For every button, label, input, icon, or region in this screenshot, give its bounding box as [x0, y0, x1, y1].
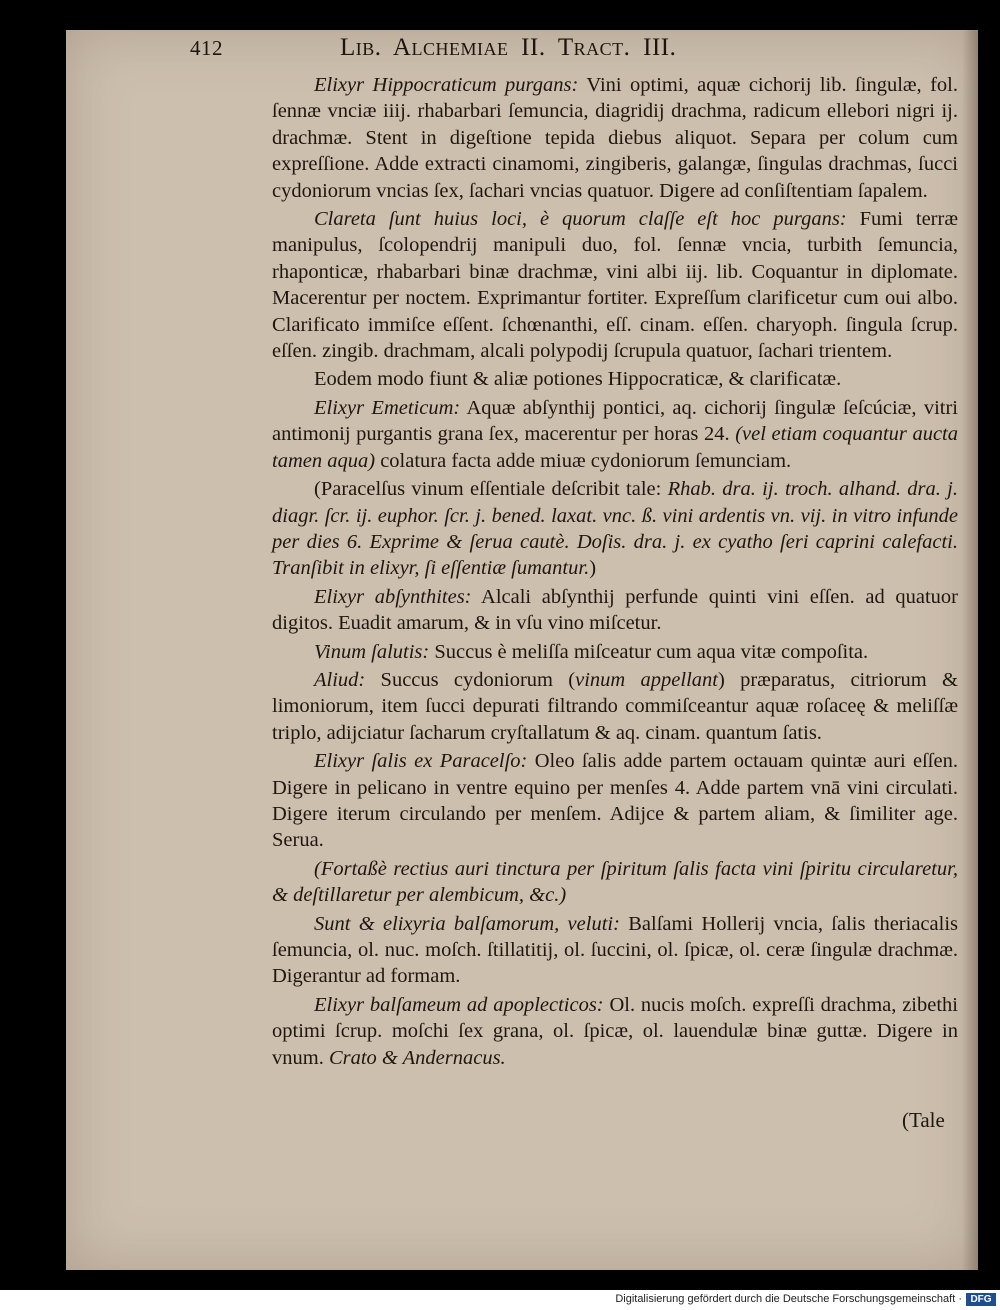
recipe-text: Succus è meliſſa miſceatur cum aqua vitæ compoſita.: [429, 640, 869, 663]
paragraph-elixyr-hippocraticum: [272, 72, 958, 204]
paragraph-elixyr-salis: [272, 748, 958, 854]
recipe-label: Aliud:: [314, 668, 366, 691]
page-header: [190, 34, 920, 74]
recipe-text: Vini optimi, aquæ cichorij lib. ſingulæ, fol. ſennæ vnciæ iiij. rhabarbari ſemuncia, diagridij drachma, radicum ellebori nigri ij. drachmæ. Stent in digeſtione tepida diebus aliquot. Separa per colum cum expreſſione. Adde extracti cinamomi, zingiberis, galangæ, ſingulas drachmas, ſucci cydoniorum vncias ſex, ſachari vncias quatuor. Digere ad conſiſtentiam ſapalem.: [272, 74, 959, 202]
recipe-label: Vinum ſalutis:: [314, 640, 430, 663]
recipe-italic-note: vinum appellant: [575, 668, 718, 691]
digitization-footer: [0, 1290, 1000, 1310]
recipe-text: Succus cydoniorum (: [365, 668, 576, 691]
recipe-label: Clareta ſunt huius loci, è quorum claſſe eſt hoc purgans:: [314, 208, 847, 231]
paragraph-clareta: [272, 206, 958, 364]
recipe-italic-note: (vel etiam coquantur aucta tamen aqua): [272, 423, 958, 472]
recipe-label: Elixyr abſynthites:: [314, 585, 472, 608]
running-title: Lib. Alchemiae II. Tract. III.: [340, 34, 677, 61]
catchword: (Tale: [902, 1108, 945, 1132]
recipe-label: Sunt & elixyria balſamorum, veluti:: [314, 912, 620, 935]
recipe-text: (Paracelſus vinum eſſentiale deſcribit tale:: [314, 478, 668, 501]
recipe-text: Fumi terræ manipulus, ſcolopendrij manipuli duo, fol. ſennæ vncia, turbith ſemuncia, rhaponticæ, rhabarbari binæ drachmæ, vini albi iij. lib. Coquantur in diplomate. Macerentur per noctem. Exprimantur fortiter. Expreſſum clarificetur cum oui albo. Clarificato immiſce eſſent. ſchœnanthi, eſſ. cinam. eſſen. charyoph. ſingula ſcrup. eſſen. zingib. drachmam, alcali polypodij ſcrupula quatuor, ſachari trientem.: [272, 208, 958, 363]
recipe-italic-note: Rhab. dra. ij. troch. alhand. dra. j. diagr. ſcr. ij. euphor. ſcr. j. bened. laxat. vnc. ß. vini ardentis vn. vij. in vitro infunde per dies 6. Exprime & ſerua cautè. Doſis. dra. j. ex cyatho ſeri caprini calefacti. Tranſibit in elixyr, ſi eſſentiæ ſumantur.: [272, 478, 958, 580]
recipe-text: Aquæ abſynthij pontici, aq. cichorij ſingulæ ſeſcúciæ, vitri antimonij purgantis grana ſex, macerentur per horas 24.: [272, 396, 958, 446]
paragraph-elixyr-absynthites: [272, 584, 958, 637]
recipe-text: Oleo ſalis adde partem octauam quintæ auri eſſen. Digere in pelicano in ventre equino per menſes 4. Adde partem vnā vini circulati. Digere iterum circulando per menſem. Adijce & partem aliam, & ſimiliter age. Serua.: [272, 750, 958, 852]
paragraph-paracelsus-vinum: [272, 476, 958, 582]
recipe-text: Alcali abſynthij perfunde quinti vini eſſen. ad quatuor digitos. Euadit amarum, & in vſu vino miſcetur.: [272, 585, 958, 635]
recipe-attribution: Crato & Andernacus.: [328, 1046, 506, 1069]
footer-credit: Digitalisierung gefördert durch die Deutsche Forschungsgemeinschaft ·: [615, 1293, 962, 1305]
paragraph-fortasse: [272, 856, 958, 909]
recipe-text-continued: colatura facta adde miuæ cydoniorum ſemunciam.: [375, 449, 792, 472]
paragraph-elixyr-balsameum: [272, 992, 958, 1071]
paragraph-elixyr-emeticum: [272, 395, 958, 474]
recipe-italic-note: (Fortaßè rectius auri tinctura per ſpiritum ſalis facta vini ſpiritu circularetur, & deſtillaretur per alembicum, &c.): [272, 857, 958, 907]
recipe-label: Elixyr ſalis ex Paracelſo:: [314, 750, 528, 773]
recipe-label: Elixyr Hippocraticum purgans:: [314, 74, 579, 96]
page-number: 412: [190, 36, 223, 60]
dfg-logo: DFG: [966, 1293, 996, 1306]
recipe-text: Ol. nucis moſch. expreſſi drachma, zibethi optimi ſcrup. moſchi ſex grana, ol. ſpicæ, ol. lauendulæ binæ guttæ. Digere in vnum.: [272, 993, 958, 1069]
recipe-text-continued: ) præparatus, citriorum & limoniorum, item ſucci depurati filtrando commiſceantur aquæ roſaceę & meliſſæ triplo, adijciatur ſacharum cryſtallatum & aq. cinam. quantum ſatis.: [272, 668, 958, 744]
paragraph-eodem-modo: [272, 366, 958, 392]
recipe-text: Eodem modo fiunt & aliæ potiones Hippocraticæ, & clarificatæ.: [314, 368, 842, 391]
paragraph-aliud: [272, 667, 958, 746]
page-edge-shadow: [962, 30, 978, 1270]
body-text: [272, 72, 958, 1073]
paragraph-vinum-salutis: [272, 639, 958, 665]
recipe-text-continued: ): [589, 557, 597, 580]
recipe-label: Elixyr Emeticum:: [314, 396, 461, 419]
recipe-text: Balſami Hollerij vncia, ſalis theriacalis ſemuncia, ol. nuc. moſch. ſtillatitij, ol. ſuccini, ol. ſpicæ, ol. ceræ ſingulæ drachmæ. Digerantur ad formam.: [272, 912, 958, 988]
paragraph-elixyria-balsamorum: [272, 911, 958, 990]
recipe-label: Elixyr balſameum ad apoplecticos:: [314, 993, 604, 1016]
